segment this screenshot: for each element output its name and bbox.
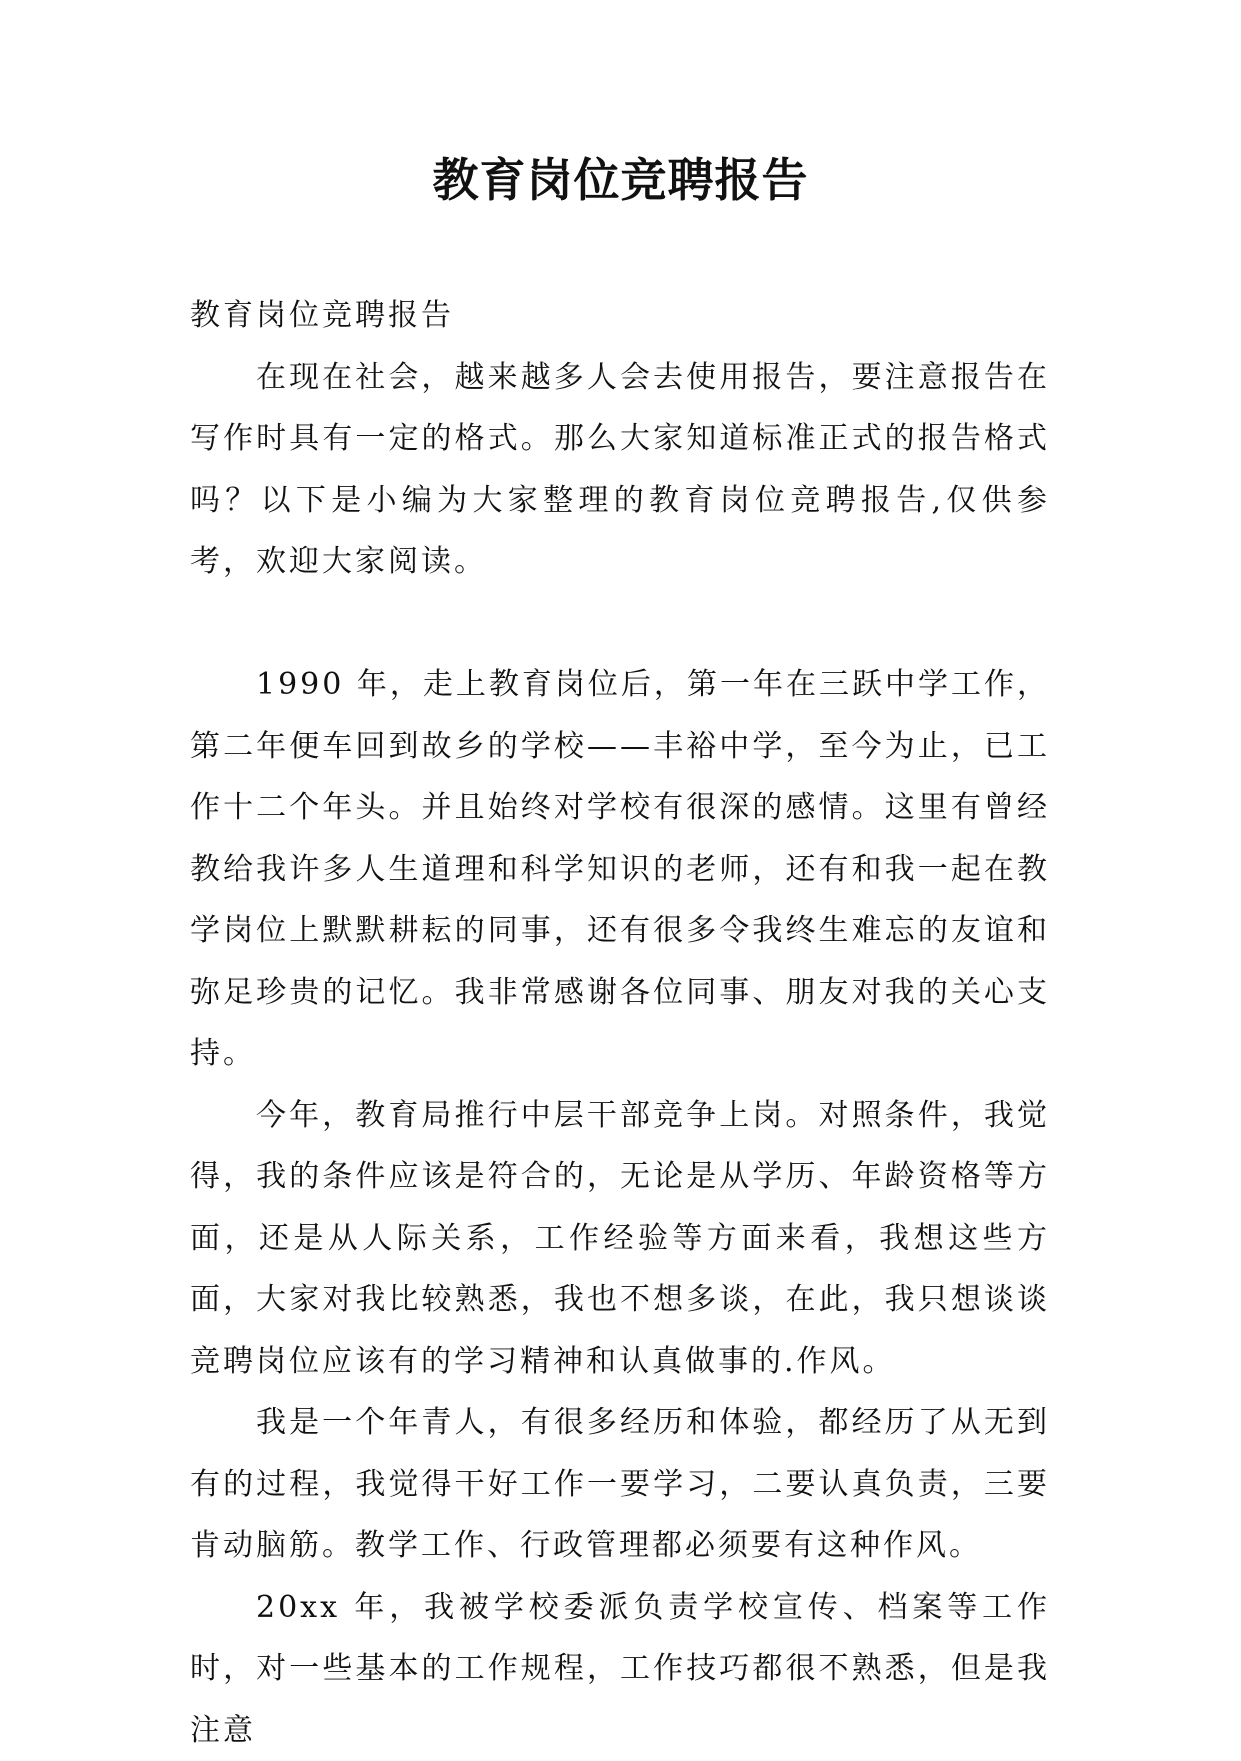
document-body: [190, 285, 1050, 1761]
document-title: 教育岗位竞聘报告: [0, 150, 1241, 210]
paragraph-young-person: 我是一个年青人，有很多经历和体验，都经历了从无到有的过程，我觉得干好工作一要学习，二要认真负责，三要肯动脑筋。教学工作、行政管理都必须要有这种作风。: [190, 1392, 1050, 1577]
document-subtitle: 教育岗位竞聘报告: [190, 285, 1050, 347]
paragraph-1990: 1990 年，走上教育岗位后，第一年在三跃中学工作，第二年便车回到故乡的学校——丰裕中学，至今为止，已工作十二个年头。并且始终对学校有很深的感情。这里有曾经教给我许多人生道理和科学知识的老师，还有和我一起在教学岗位上默默耕耘的同事，还有很多令我终生难忘的友谊和弥足珍贵的记忆。我非常感谢各位同事、朋友对我的关心支持。: [190, 654, 1050, 1085]
paragraph-spacer: [190, 593, 1050, 655]
paragraph-intro: 在现在社会，越来越多人会去使用报告，要注意报告在写作时具有一定的格式。那么大家知道标准正式的报告格式吗？以下是小编为大家整理的教育岗位竞聘报告,仅供参考，欢迎大家阅读。: [190, 347, 1050, 593]
paragraph-20xx: 20xx 年，我被学校委派负责学校宣传、档案等工作时，对一些基本的工作规程，工作技巧都很不熟悉，但是我注意: [190, 1577, 1050, 1761]
paragraph-this-year: 今年，教育局推行中层干部竞争上岗。对照条件，我觉得，我的条件应该是符合的，无论是从学历、年龄资格等方面，还是从人际关系，工作经验等方面来看，我想这些方面，大家对我比较熟悉，我也不想多谈，在此，我只想谈谈竞聘岗位应该有的学习精神和认真做事的.作风。: [190, 1085, 1050, 1393]
